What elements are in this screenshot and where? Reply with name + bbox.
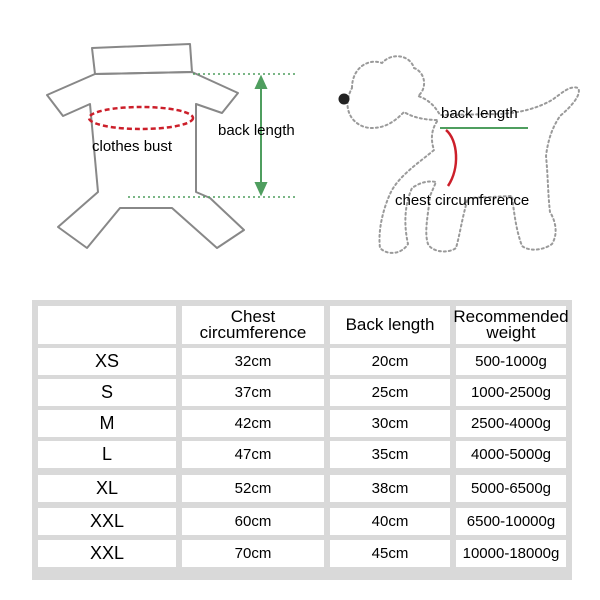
back-cell: 40cm — [330, 508, 450, 535]
dog-chest-ring — [446, 130, 456, 186]
back-cell: 38cm — [330, 475, 450, 502]
table-row — [32, 410, 572, 437]
header-weight: Recommended weight — [453, 307, 569, 342]
weight-cell: 2500-4000g — [456, 410, 566, 437]
size-chart-table — [32, 300, 572, 580]
dog-back-length-label: back length — [441, 105, 518, 122]
size-cell: S — [38, 379, 176, 406]
chest-cell: 42cm — [182, 410, 324, 437]
back-cell: 35cm — [330, 441, 450, 468]
weight-cell: 4000-5000g — [456, 441, 566, 468]
clothes-bust-label: clothes bust — [92, 138, 173, 155]
table-row — [32, 441, 572, 468]
weight-cell: 6500-10000g — [456, 508, 566, 535]
header-size — [38, 306, 176, 344]
table-header — [32, 300, 572, 348]
header-back-length: Back length — [330, 306, 450, 344]
table-row — [32, 508, 572, 535]
size-cell: L — [38, 441, 176, 468]
chest-cell: 47cm — [182, 441, 324, 468]
table-row — [32, 379, 572, 406]
size-cell: XXL — [38, 540, 176, 567]
weight-cell: 5000-6500g — [456, 475, 566, 502]
chest-cell: 60cm — [182, 508, 324, 535]
garment-back-length-label: back length — [218, 122, 295, 139]
size-cell: XS — [38, 348, 176, 375]
chest-cell: 52cm — [182, 475, 324, 502]
dog-nose — [339, 94, 350, 105]
back-cell: 45cm — [330, 540, 450, 567]
size-cell: XL — [38, 475, 176, 502]
garment-collar — [92, 44, 192, 74]
table-row — [32, 540, 572, 567]
back-cell: 30cm — [330, 410, 450, 437]
clothes-bust-ring — [89, 107, 193, 129]
chest-cell: 37cm — [182, 379, 324, 406]
size-cell: M — [38, 410, 176, 437]
chest-cell: 32cm — [182, 348, 324, 375]
back-cell: 20cm — [330, 348, 450, 375]
dog-outline — [348, 56, 579, 253]
table-row — [32, 348, 572, 375]
table-row — [32, 475, 572, 502]
chest-cell: 70cm — [182, 540, 324, 567]
header-chest: Chest circumference — [182, 306, 324, 344]
garment-body — [47, 72, 244, 248]
weight-cell: 1000-2500g — [456, 379, 566, 406]
weight-cell: 10000-18000g — [456, 540, 566, 567]
weight-cell: 500-1000g — [456, 348, 566, 375]
size-cell: XXL — [38, 508, 176, 535]
chest-circumference-label: chest circumference — [395, 192, 530, 209]
back-cell: 25cm — [330, 379, 450, 406]
